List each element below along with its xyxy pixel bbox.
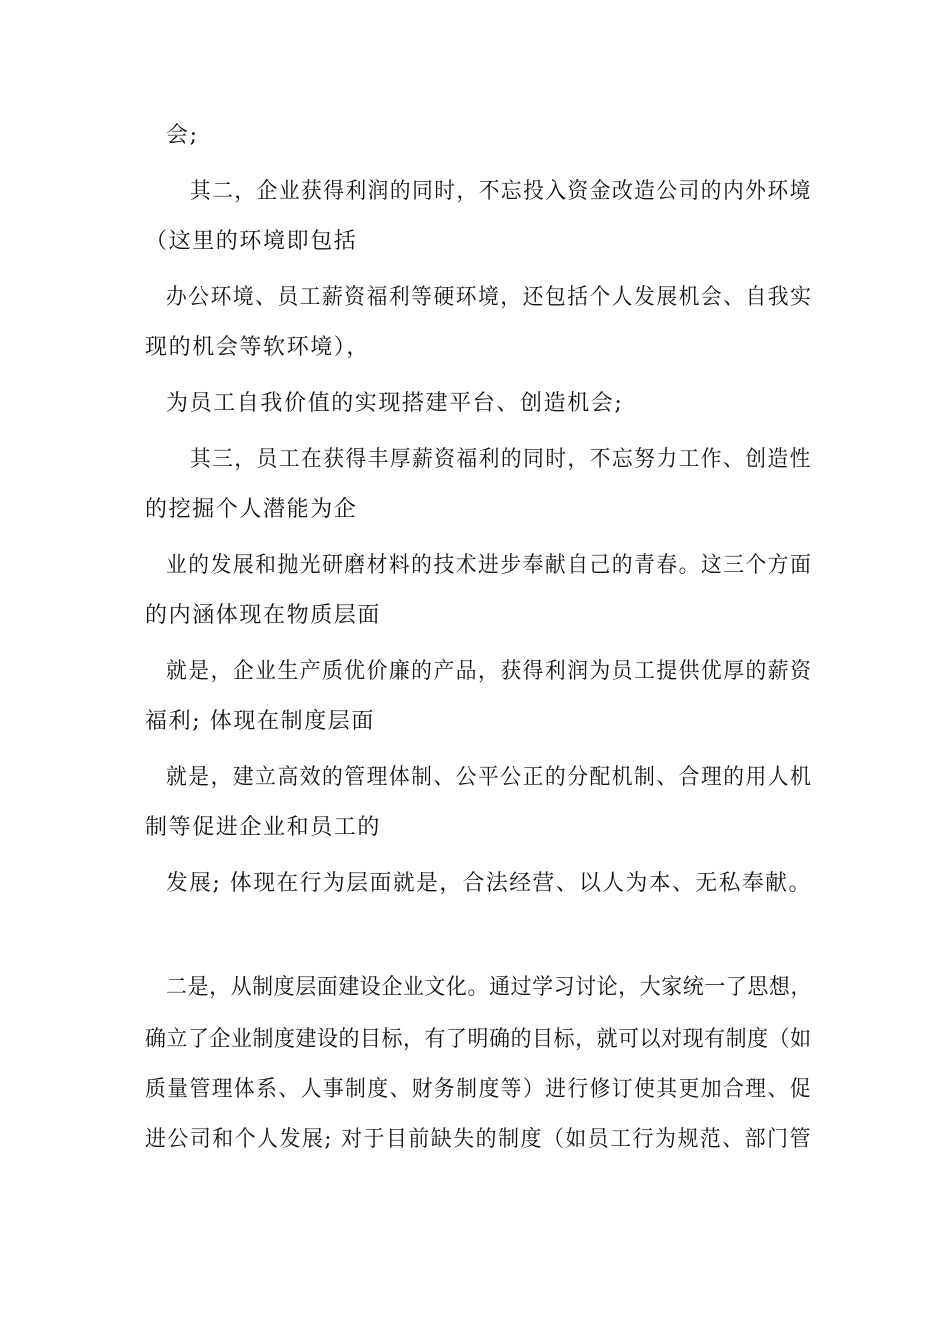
text-line: （这里的环境即包括 <box>145 229 358 254</box>
text-line: 二是，从制度层面建设企业文化。通过学习讨论，大家统一了思想， <box>166 975 813 1000</box>
text-line: 确立了企业制度建设的目标，有了明确的目标，就可以对现有制度（如 <box>145 1027 812 1052</box>
text-line: 就是，建立高效的管理体制、公平公正的分配机制、合理的用人机 <box>166 765 813 790</box>
text-line: 质量管理体系、人事制度、财务制度等）进行修订使其更加合理、促 <box>145 1077 813 1102</box>
text-line: 现的机会等软环境）， <box>145 335 371 360</box>
text-line: 进公司和个人发展; 对于目前缺失的制度（如员工行为规范、部门管 <box>145 1127 813 1152</box>
text-line: 制等促进企业和员工的 <box>145 815 382 840</box>
text-line: 的挖掘个人潜能为企 <box>145 497 358 522</box>
text-line: 发展; 体现在行为层面就是，合法经营、以人为本、无私奉献。 <box>166 871 812 896</box>
text-line: 会; <box>166 123 199 148</box>
text-line: 其二，企业获得利润的同时，不忘投入资金改造公司的内外环境 <box>190 179 812 204</box>
text-line: 业的发展和抛光研磨材料的技术进步奉献自己的青春。这三个方面 <box>166 553 813 578</box>
text-line: 福利; 体现在制度层面 <box>145 709 376 734</box>
text-line: 其三，员工在获得丰厚薪资福利的同时，不忘努力工作、创造性 <box>190 447 812 472</box>
text-line: 办公环境、员工薪资福利等硬环境，还包括个人发展机会、自我实 <box>166 285 813 310</box>
text-line: 就是，企业生产质优价廉的产品，获得利润为员工提供优厚的薪资 <box>166 659 813 684</box>
text-line: 的内涵体现在物质层面 <box>145 603 382 628</box>
text-line: 为员工自我价值的实现搭建平台、创造机会; <box>166 391 624 416</box>
